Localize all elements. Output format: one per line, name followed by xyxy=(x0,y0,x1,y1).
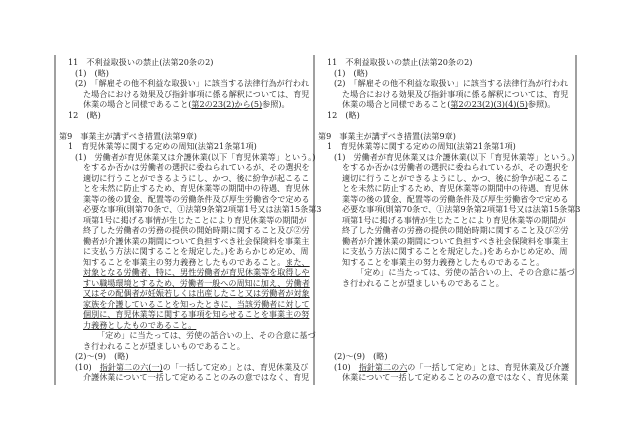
text-line xyxy=(59,162,311,173)
text-segment: 1 育児休業等に関する定めの周知(法第21条第1項) xyxy=(327,141,516,152)
text-line xyxy=(318,99,573,110)
text-segment: 知することを事業主の努力義務としたものであること。 xyxy=(83,256,286,267)
text-line xyxy=(59,267,311,278)
text-segment: 必要な事項(則第70条で、①法第9条第2項第1号又は法第15条第3 xyxy=(342,204,581,215)
text-segment: に支払う方法に関することを規定した。)をあらかじめ定め、周 xyxy=(83,246,309,257)
text-segment: 業等の後の賃金、配置等の労働条件及び厚生労働省令で定める xyxy=(342,193,569,204)
text-line xyxy=(318,78,573,89)
text-segment: をするか否かは労働者の選択に委ねられているが、その選択を xyxy=(342,162,569,173)
text-line xyxy=(318,257,573,268)
text-segment: 「定め」に当たっては、労使の話合いの上、その合意に基づ xyxy=(97,330,316,341)
text-line xyxy=(59,194,311,205)
blank-line xyxy=(318,299,573,310)
text-line xyxy=(59,215,311,226)
text-segment: 12 (略) xyxy=(327,109,360,120)
text-segment: (1) 労働者が育児休業又は介護休業(以下「育児休業等」という。) xyxy=(75,151,316,162)
text-segment: (2) 「解雇その他不利益な取扱い」に該当する法律行為が行われ xyxy=(334,78,569,89)
text-segment: 働者が介護休業の期間について負担すべき社会保険料を事業主 xyxy=(83,235,310,246)
text-line xyxy=(59,288,311,299)
blank-line xyxy=(318,320,573,331)
text-segment: 第9 事業主が講ずべき措置(法第9章) xyxy=(318,130,456,141)
text-line xyxy=(318,110,573,121)
blank-line xyxy=(318,288,573,299)
text-line xyxy=(59,225,311,236)
amended-text: 対象となる労働者、特に、男性労働者が育児休業等を取得しや xyxy=(83,267,310,278)
text-line xyxy=(59,246,311,257)
text-segment: の「一括して定め」とは、育児休業及び xyxy=(162,361,309,372)
text-segment: 業等の後の賃金、配置等の労働条件及び厚生労働省令で定める xyxy=(83,193,310,204)
text-line xyxy=(318,204,581,215)
text-line xyxy=(59,236,311,247)
text-segment: 必要な事項(則第70条で、①法第9条第2項第1号又は法第15条第3 xyxy=(83,204,322,215)
text-line xyxy=(318,267,573,278)
text-line xyxy=(59,341,311,352)
text-segment: 項第1号に掲げる事情が生じたことにより育児休業等の期間が xyxy=(342,214,566,225)
blank-line xyxy=(318,341,573,352)
text-segment: とを未然に防止するため、育児休業等の期間中の待遇、育児休 xyxy=(342,183,569,194)
text-line xyxy=(59,320,311,331)
text-line xyxy=(59,299,311,310)
text-segment: 12 (略) xyxy=(68,109,101,120)
text-line xyxy=(59,372,311,383)
amended-text: 第2の23(2)(3)(4)(5) xyxy=(450,99,528,110)
text-line xyxy=(59,278,311,289)
text-segment: 適切に行うことができるようにし、かつ、後に紛争が起こるこ xyxy=(83,172,310,183)
text-line xyxy=(318,152,573,163)
text-line xyxy=(318,362,573,373)
text-segment: 働者が介護休業の期間について負担すべき社会保険料を事業主 xyxy=(342,235,569,246)
text-segment: き行われることが望ましいものであること。 xyxy=(342,277,504,288)
text-line xyxy=(59,131,311,142)
text-segment: 11 不利益取扱いの禁止(法第20条の2) xyxy=(68,57,214,67)
new-text-column xyxy=(315,55,581,385)
amended-text: 第2の23(2)から(5) xyxy=(191,99,263,110)
text-line xyxy=(59,183,311,194)
text-segment: た場合における効果及び指針事項に係る解釈については、育児 xyxy=(83,88,310,99)
text-line xyxy=(59,57,311,68)
text-line xyxy=(59,68,311,79)
text-segment: 第9 事業主が講ずべき措置(法第9章) xyxy=(59,130,197,141)
text-segment: に支払う方法に関することを規定した。)をあらかじめ定め、周 xyxy=(342,246,568,257)
text-line xyxy=(59,151,316,163)
text-segment: 休業の場合と同様であること( xyxy=(83,99,192,110)
text-segment: 11 不利益取扱いの禁止(法第20条の2) xyxy=(327,57,473,67)
text-line xyxy=(318,351,573,362)
text-line xyxy=(59,257,311,268)
text-segment: 適切に行うことができるようにし、かつ、後に紛争が起こるこ xyxy=(342,172,569,183)
text-segment: (2)～(9) (略) xyxy=(334,351,388,362)
text-line xyxy=(59,351,311,362)
text-line xyxy=(318,173,573,184)
text-segment: の「一括して定め」とは、育児休業及び介護 xyxy=(407,361,570,372)
text-line xyxy=(318,236,573,247)
text-line xyxy=(318,141,573,152)
text-segment: 「定め」に当たっては、労使の話合いの上、その合意に基づ xyxy=(356,267,575,278)
text-segment: (2) 「解雇その他不利益な取扱い」に該当する法律行為が行われ xyxy=(75,78,310,89)
blank-line xyxy=(318,309,573,320)
text-line xyxy=(318,183,573,194)
text-line xyxy=(318,162,573,173)
text-segment: た場合における効果及び指針事項に係る解釈については、育児 xyxy=(342,88,569,99)
amended-text: 家族を介護していることを知ったときに、当該労働者に対して xyxy=(83,298,310,309)
text-line xyxy=(318,57,573,68)
amended-text: また、 xyxy=(285,256,310,267)
text-line xyxy=(59,89,311,100)
text-line xyxy=(59,173,311,184)
blank-line xyxy=(318,120,573,131)
blank-line xyxy=(59,120,311,131)
text-segment: 項第1号に掲げる事情が生じたことにより育児休業等の期間が xyxy=(83,214,307,225)
text-line xyxy=(59,141,311,152)
text-line xyxy=(318,225,573,236)
old-text-column xyxy=(54,55,322,385)
text-segment: 知することを事業主の努力義務としたものであること。 xyxy=(342,256,545,267)
old-text-lines xyxy=(59,57,322,383)
text-segment: とを未然に防止するため、育児休業等の期間中の待遇、育児休 xyxy=(83,183,310,194)
text-segment: 終了した労働者の労務の提供の開始時期に関すること及び②労 xyxy=(83,225,310,236)
text-line xyxy=(318,131,573,142)
text-segment: 休業について一括して定めることのみの意ではなく、育児休業 xyxy=(342,372,569,383)
text-segment: き行われることが望ましいものであること。 xyxy=(83,340,245,351)
text-line xyxy=(318,194,573,205)
text-line xyxy=(59,330,316,341)
new-text-lines xyxy=(318,57,581,383)
text-line xyxy=(59,362,311,373)
amended-text: 個別に、育児休業等に関する事項を知らせることを事業主の努 xyxy=(83,309,310,320)
text-segment: (2)～(9) (略) xyxy=(75,351,129,362)
text-line xyxy=(318,246,573,257)
text-line xyxy=(318,278,573,289)
text-segment: 介護休業について一括して定めることのみの意ではなく、育児 xyxy=(83,372,310,383)
text-segment: 1 育児休業等に関する定めの周知(法第21条第1項) xyxy=(68,141,257,152)
text-segment: 休業の場合と同様であること( xyxy=(342,99,451,110)
text-segment: をするか否かは労働者の選択に委ねられているが、その選択を xyxy=(83,162,310,173)
text-segment: (1) (略) xyxy=(75,67,109,78)
text-line xyxy=(318,215,573,226)
text-segment: (10) xyxy=(334,361,359,372)
amended-text: 又はその配偶者が妊娠若しくは出産したこと又は労働者が対象 xyxy=(83,288,310,299)
text-line xyxy=(59,204,322,215)
text-line xyxy=(318,68,573,79)
amended-text: 指針第二の六(一) xyxy=(99,361,163,372)
text-segment: (1) (略) xyxy=(334,67,368,78)
text-segment: 参照)。 xyxy=(527,99,556,110)
text-segment: 終了した労働者の労務の提供の開始時期に関すること及び②労 xyxy=(342,225,569,236)
amended-text: 指針第二の六 xyxy=(358,361,408,372)
text-segment: 参照)。 xyxy=(262,99,290,110)
text-segment: (1) 労働者が育児休業又は介護休業(以下「育児休業等」という。) xyxy=(334,151,575,162)
text-line xyxy=(59,110,311,121)
text-line xyxy=(59,99,311,110)
text-line xyxy=(318,372,573,383)
text-line xyxy=(318,89,573,100)
amended-text: 力義務としたものであること。 xyxy=(83,319,197,330)
blank-line xyxy=(318,330,573,341)
text-line xyxy=(59,78,311,89)
text-line xyxy=(59,309,311,320)
text-segment: (10) xyxy=(75,361,100,372)
amended-text: すい職場環境とするため、労働者一般への周知に加え、労働者 xyxy=(83,277,310,288)
